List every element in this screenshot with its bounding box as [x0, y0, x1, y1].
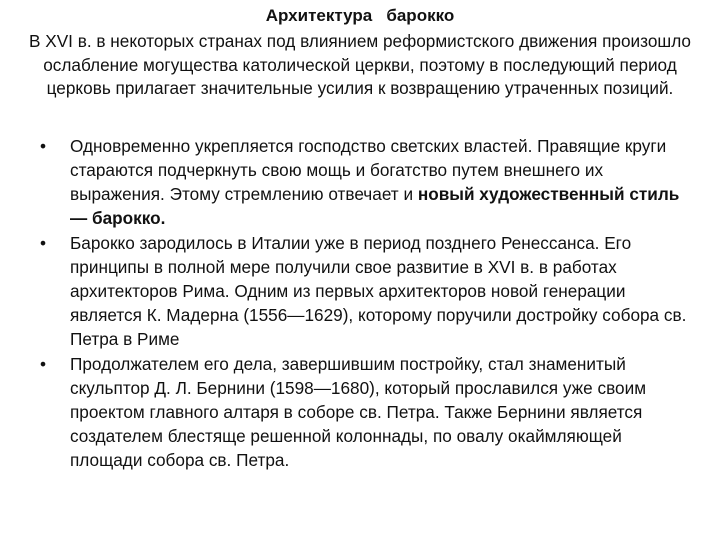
bullet-item-3: [40, 352, 690, 472]
bullet-icon: •: [40, 354, 47, 374]
slide-title: Архитектура барокко: [265, 6, 455, 25]
bullet-icon: •: [40, 136, 47, 156]
bullet-text-1: Одновременно укрепляется господство светских властей. Правящие круги стараются подчеркнуть свою мощь и богатство путем внешнего их выражения. Этому стремлению отвечает и: [70, 136, 667, 204]
bullet-bold-text-1: новый художественный стиль — барокко.: [70, 184, 680, 228]
bullet-item-2: [40, 231, 690, 351]
bullet-item-1: [40, 134, 690, 230]
bullet-list: [40, 134, 690, 474]
intro-paragraph: В XVI в. в некоторых странах под влиянием реформистского движения произошло ослабление могущества католической церкви, поэтому в последующий период церковь прилагает значительные усилия к возвращению утраченных позиций.: [29, 31, 691, 99]
bullet-text-3: Продолжателем его дела, завершившим постройку, стал знаменитый скульптор Д. Л. Бернини (1598—1680), который прославился уже своим проектом главного алтаря в соборе св. Петра. Также Бернини является создателем блестяще решенной колоннады, по овалу окаймляющей площади собора св. Петра.: [70, 354, 647, 470]
bullet-icon: •: [40, 233, 47, 253]
bullet-text-2: Барокко зародилось в Италии уже в период позднего Ренессанса. Его принципы в полной мере получили свое развитие в XVI в. в работах архитекторов Рима. Одним из первых архитекторов новой генерации является К. Мадерна (1556—1629), которому поручили достройку собора св. Петра в Риме: [70, 233, 687, 349]
